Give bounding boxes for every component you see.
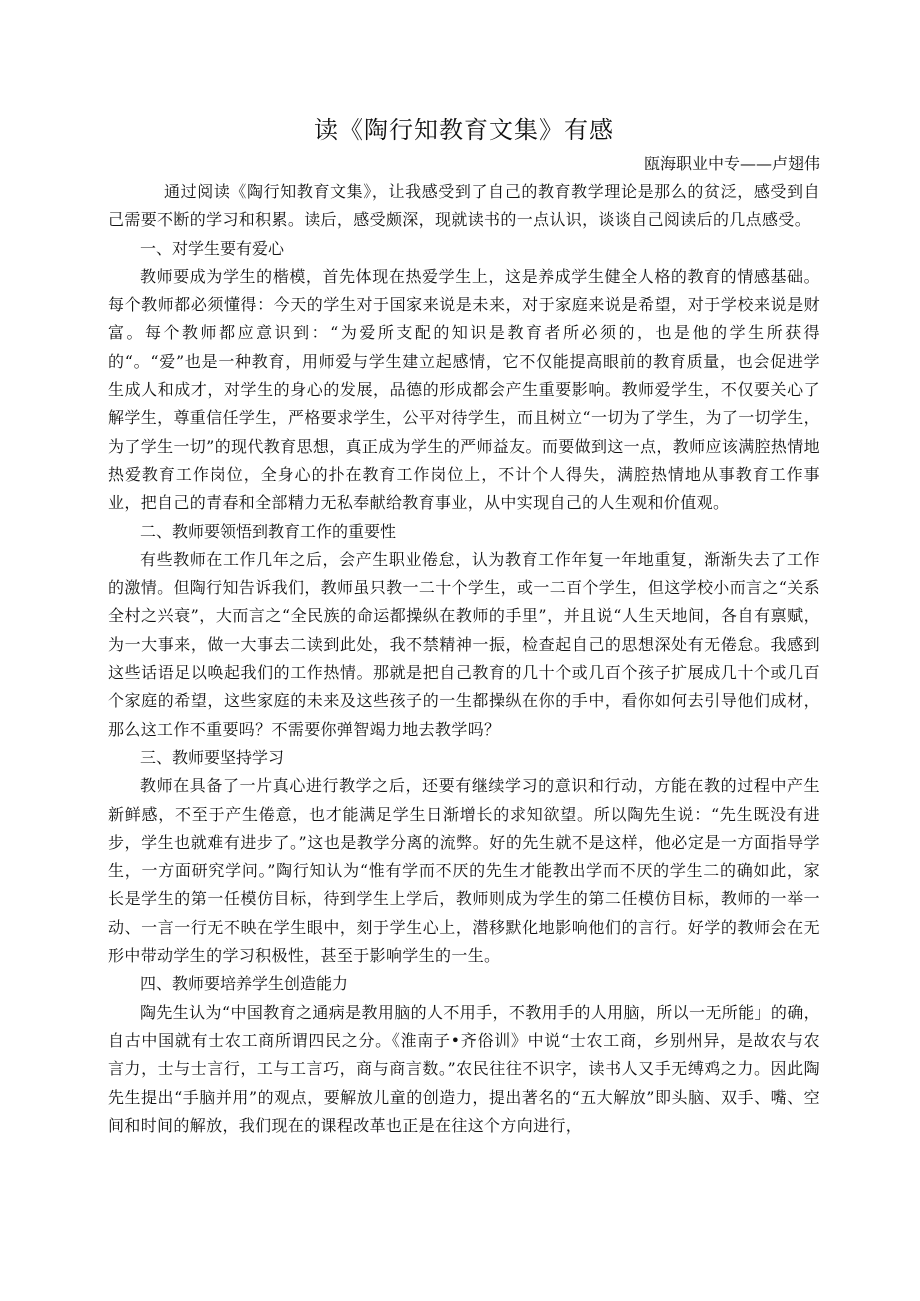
- document-page: [108, 112, 820, 1140]
- section-body: 教师要成为学生的楷模，首先体现在热爱学生上，这是养成学生健全人格的教育的情感基础。每个教师都必须懂得：今天的学生对于国家来说是未来，对于家庭来说是希望，对于学校来说是财富。每个教师都应意识到：“为爱所支配的知识是教育者所必须的，也是他的学生所获得的“。“爱”也是一种教育，用师爱与学生建立起感情，它不仅能提高眼前的教育质量，也会促进学生成人和成才，对学生的身心的发展，品德的形成都会产生重要影响。教师爱学生，不仅要关心了解学生，尊重信任学生，严格要求学生，公平对待学生，而且树立“一切为了学生，为了一切学生，为了学生一切”的现代教育思想，真正成为学生的严师益友。而要做到这一点，教师应该满腔热情地热爱教育工作岗位，全身心的扑在教育工作岗位上，不计个人得失，满腔热情地从事教育工作事业，把自己的青春和全部精力无私奉献给教育事业，从中实现自己的人生观和价值观。: [108, 266, 820, 513]
- section-3: [108, 744, 820, 970]
- section-heading: 一、对学生要有爱心: [140, 238, 285, 258]
- section-heading: 二、教师要领悟到教育工作的重要性: [140, 521, 397, 541]
- section-1: [108, 235, 820, 518]
- author-line: 瓯海职业中专——卢翅伟: [643, 154, 820, 173]
- document-title: 读《陶行知教育文集》有感: [314, 116, 614, 144]
- section-body: 教师在具备了一片真心进行教学之后，还要有继续学习的意识和行动，方能在教的过程中产生新鲜感，不至于产生倦意，也才能满足学生日渐增长的求知欲望。所以陶先生说：“先生既没有进步，学生也就难有进步了。”这也是教学分离的流弊。好的先生就不是这样，他必定是一方面指导学生，一方面研究学问。”陶行知认为“惟有学而不厌的先生才能教出学而不厌的学生二的确如此，家长是学生的第一任模仿目标，待到学生上学后，教师则成为学生的第二任模仿目标，教师的一举一动、一言一行无不映在学生眼中，刻于学生心上，潜移默化地影响他们的言行。好学的教师会在无形中带动学生的学习积极性，甚至于影响学生的一生。: [108, 776, 820, 966]
- section-2: [108, 518, 820, 744]
- section-heading: 四、教师要培养学生创造能力: [140, 974, 349, 994]
- section-4: [108, 970, 820, 1140]
- section-body: 有些教师在工作几年之后，会产生职业倦怠，认为教育工作年复一年地重复，渐渐失去了工作的激情。但陶行知告诉我们，教师虽只教一二十个学生，或一二百个学生，但这学校小而言之“关系全村之兴衰”，大而言之“全民族的命运都操纵在教师的手里”，并且说“人生天地间，各自有禀赋，为一大事来，做一大事去二读到此处，我不禁精神一振，检查起自己的思想深处有无倦怠。我感到这些话语足以唤起我们的工作热情。那就是把自己教育的几十个或几百个孩子扩展成几十个或几百个家庭的希望，这些家庭的未来及这些孩子的一生都操纵在你的手中，看你如何去引导他们成材，那么这工作不重要吗？不需要你弹智竭力地去教学吗？: [108, 549, 820, 739]
- intro-paragraph: 通过阅读《陶行知教育文集》，让我感受到了自己的教育教学理论是那么的贫泛，感受到自己需要不断的学习和积累。读后，感受颇深，现就读书的一点认识，谈谈自己阅读后的几点感受。: [108, 182, 820, 230]
- section-heading: 三、教师要坚持学习: [140, 747, 285, 767]
- section-body: 陶先生认为“中国教育之通病是教用脑的人不用手，不教用手的人用脑，所以一无所能」的确，自古中国就有士农工商所谓四民之分。《淮南子•齐俗训》中说“士农工商，乡别州异，是故农与农言力，士与士言行，工与工言巧，商与商言数。”农民往往不识字，读书人又手无缚鸡之力。因此陶先生提出“手脑并用”的观点，要解放儿童的创造力，提出著名的“五大解放”即头脑、双手、嘴、空间和时间的解放，我们现在的课程改革也正是在往这个方向进行，: [108, 1002, 820, 1135]
